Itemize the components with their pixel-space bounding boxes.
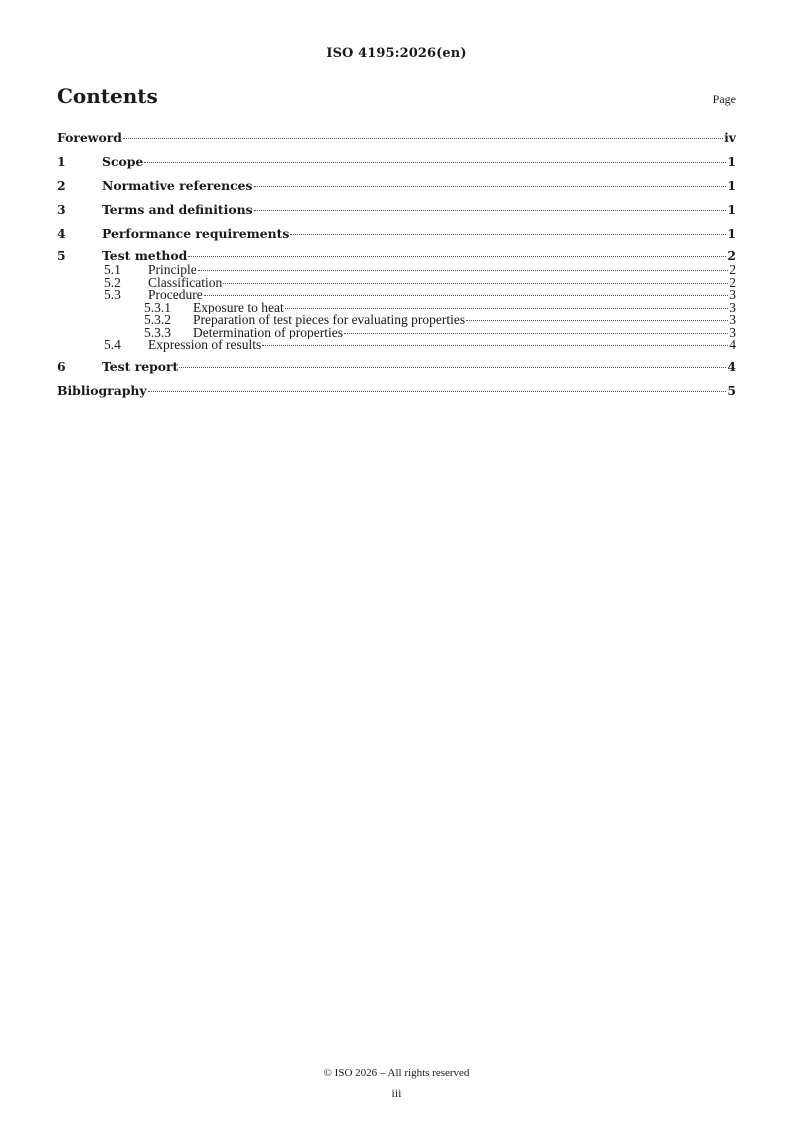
toc-entry-number: 5.3.3 bbox=[144, 326, 171, 339]
dot-leader bbox=[254, 210, 727, 211]
toc-entry-title: Determination of properties bbox=[193, 326, 343, 339]
copyright-footer: © ISO 2026 – All rights reserved bbox=[323, 1067, 470, 1079]
toc-entry-page: 3 bbox=[729, 289, 736, 302]
toc-entry-title: Foreword bbox=[57, 130, 122, 145]
toc-entry-terms-and-definitions[interactable] bbox=[57, 200, 736, 224]
toc-entry-classification[interactable] bbox=[57, 277, 736, 290]
toc-entry-title: Test method bbox=[102, 248, 188, 263]
toc-entry-expression-of-results[interactable] bbox=[57, 339, 736, 352]
document-id-header: ISO 4195:2026(en) bbox=[326, 46, 467, 61]
toc-entry-number: 3 bbox=[57, 202, 66, 217]
toc-entry-title: Test report bbox=[102, 358, 179, 374]
dot-leader bbox=[188, 256, 726, 257]
toc-entry-page: 1 bbox=[727, 178, 736, 193]
toc-entry-title: Exposure to heat bbox=[193, 301, 284, 314]
toc-entry-number: 4 bbox=[57, 226, 66, 241]
toc-entry-page: 4 bbox=[727, 358, 736, 374]
toc-entry-page: 4 bbox=[729, 339, 736, 352]
toc-entry-title: Preparation of test pieces for evaluating properties bbox=[193, 314, 466, 327]
toc-entry-page: 2 bbox=[727, 248, 736, 263]
toc-entry-title: Classification bbox=[148, 276, 223, 289]
toc-entry-page: 3 bbox=[729, 314, 736, 327]
page-column-label: Page bbox=[712, 92, 736, 106]
dot-leader bbox=[290, 234, 726, 235]
toc-entry-number: 6 bbox=[57, 358, 66, 374]
toc-entry-title: Procedure bbox=[148, 289, 203, 302]
toc-entry-scope[interactable] bbox=[57, 152, 736, 176]
dot-leader bbox=[223, 283, 728, 284]
toc-entry-number: 5.4 bbox=[104, 339, 121, 352]
toc-entry-page: 3 bbox=[729, 326, 736, 339]
toc-entry-normative-references[interactable] bbox=[57, 176, 736, 200]
dot-leader bbox=[466, 320, 728, 321]
dot-leader bbox=[179, 367, 726, 368]
toc-entry-page: 1 bbox=[727, 154, 736, 169]
toc-entry-page: 1 bbox=[727, 226, 736, 241]
dot-leader bbox=[198, 270, 729, 271]
toc-entry-procedure[interactable] bbox=[57, 289, 736, 302]
toc-entry-title: Principle bbox=[148, 264, 197, 277]
toc-entry-number: 5.3.1 bbox=[144, 301, 171, 314]
toc-entry-number: 2 bbox=[57, 178, 66, 193]
toc-entry-page: 2 bbox=[729, 264, 736, 277]
toc-entry-foreword[interactable] bbox=[57, 128, 736, 152]
dot-leader bbox=[254, 186, 727, 187]
toc-entry-page: iv bbox=[724, 130, 736, 145]
toc-entry-title: Normative references bbox=[102, 178, 253, 193]
dot-leader bbox=[123, 138, 723, 139]
toc-entry-title: Terms and definitions bbox=[102, 202, 253, 217]
dot-leader bbox=[204, 295, 729, 296]
toc-entry-title: Scope bbox=[102, 154, 144, 169]
toc-entry-test-report[interactable] bbox=[57, 357, 736, 381]
dot-leader bbox=[144, 162, 726, 163]
dot-leader bbox=[148, 391, 727, 392]
toc-entry-page: 2 bbox=[729, 276, 736, 289]
toc-entry-preparation-of-test-pieces[interactable] bbox=[57, 314, 736, 327]
toc-entry-test-method[interactable] bbox=[57, 248, 736, 264]
toc-entry-number: 5.2 bbox=[104, 276, 121, 289]
toc-entry-bibliography[interactable] bbox=[57, 381, 736, 405]
toc-entry-number: 5 bbox=[57, 248, 66, 263]
contents-heading: Contents bbox=[57, 84, 158, 108]
toc-entry-title: Performance requirements bbox=[102, 226, 290, 241]
toc-entry-title: Bibliography bbox=[57, 382, 147, 398]
toc-entry-page: 1 bbox=[727, 202, 736, 217]
toc-entry-exposure-to-heat[interactable] bbox=[57, 302, 736, 315]
dot-leader bbox=[285, 308, 729, 309]
toc-entry-page: 5 bbox=[727, 382, 736, 398]
toc-entry-performance-requirements[interactable] bbox=[57, 224, 736, 248]
toc-entry-determination-of-properties[interactable] bbox=[57, 327, 736, 340]
toc-entry-number: 5.3 bbox=[104, 289, 121, 302]
dot-leader bbox=[262, 345, 728, 346]
dot-leader bbox=[344, 333, 728, 334]
toc-entry-number: 1 bbox=[57, 154, 66, 169]
toc-entry-number: 5.3.2 bbox=[144, 314, 171, 327]
page-number: iii bbox=[391, 1086, 402, 1100]
toc-entry-number: 5.1 bbox=[104, 264, 121, 277]
toc-entry-title: Expression of results bbox=[148, 339, 262, 352]
toc-entry-page: 3 bbox=[729, 301, 736, 314]
table-of-contents bbox=[57, 128, 736, 405]
toc-entry-principle[interactable] bbox=[57, 264, 736, 277]
